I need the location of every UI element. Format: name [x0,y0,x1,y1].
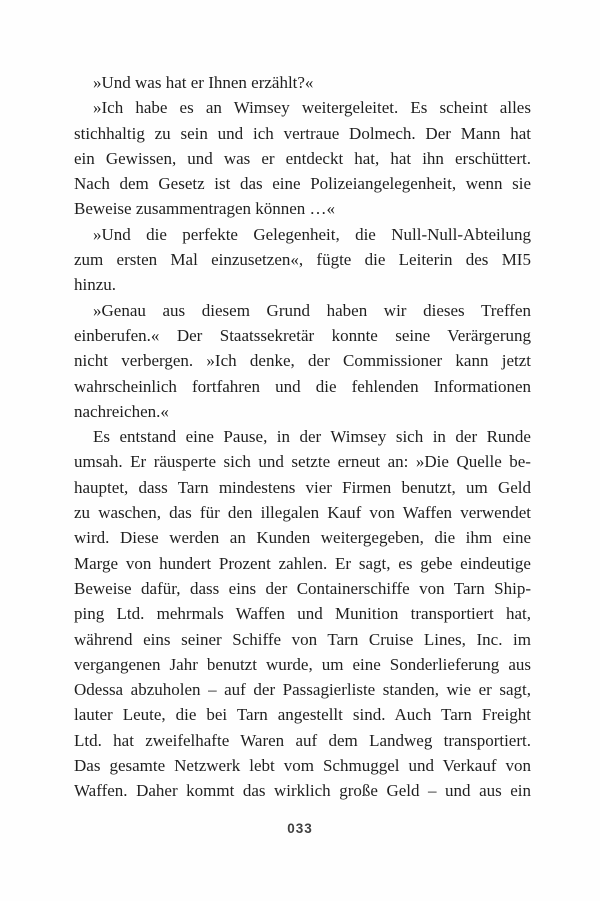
text-line: nicht verbergen. »Ich denke, der Commissioner kann jetzt [74,351,532,371]
text-line: Marge von hundert Prozent zahlen. Er sagt, es gebe eindeutige [74,553,531,573]
text-line: Ltd. hat zweifelhafte Waren auf dem Landweg transportiert. [74,730,531,750]
text-line: wahrscheinlich fortfahren und die fehlenden Informationen [74,376,531,396]
text-line: lauter Leute, die bei Tarn angestellt sind. Auch Tarn Freight [74,705,532,725]
text-line: zum ersten Mal einzusetzen«, fügte die Leiterin des MI5 [74,250,531,270]
paragraph [74,70,531,95]
page-text [74,70,531,804]
paragraph [74,95,531,221]
text-line: Beweise dafür, dass eins der Containerschiffe von Tarn Ship- [74,578,531,598]
text-line: Beweise zusammentragen können …« [74,199,336,219]
paragraph [74,298,531,424]
text-line: einberufen.« Der Staatssekretär konnte seine Verärgerung [74,325,532,345]
text-line: vergangenen Jahr benutzt wurde, um eine Sonderlieferung aus [74,654,531,674]
text-line: »Genau aus diesem Grund haben wir dieses Treffen [93,300,532,320]
text-line: »Ich habe es an Wimsey weitergeleitet. Es scheint alles [93,98,531,118]
text-line: hauptet, dass Tarn mindestens vier Firmen benutzt, um Geld [74,477,532,497]
text-line: hinzu. [74,275,117,295]
text-line: wird. Diese werden an Kunden weitergegeben, die ihm eine [74,528,531,548]
text-line: während eins seiner Schiffe von Tarn Cruise Lines, Inc. im [74,629,531,649]
paragraph [74,424,531,803]
text-line: Nach dem Gesetz ist das eine Polizeiangelegenheit, wenn sie [74,174,532,194]
text-line: umsah. Er räusperte sich und setzte erneut an: »Die Quelle be- [74,452,531,472]
text-line: zu waschen, das für den illegalen Kauf von Waffen verwendet [74,503,531,523]
text-line: »Und die perfekte Gelegenheit, die Null-Null-Abteilung [93,224,531,244]
text-line: Odessa abzuholen – auf der Passagierliste standen, wie er sagt, [74,680,532,700]
text-line: ein Gewissen, und was er entdeckt hat, hat ihn erschüttert. [74,148,531,168]
paragraph [74,222,531,298]
text-line: nachreichen.« [74,401,169,421]
page-number: 033 [287,821,313,836]
text-line: Es entstand eine Pause, in der Wimsey sich in der Runde [93,427,531,447]
text-line: Waffen. Daher kommt das wirklich große Geld – und aus ein [74,781,532,801]
text-line: stichhaltig zu sein und ich vertraue Dolmech. Der Mann hat [74,123,531,143]
text-line: ping Ltd. mehrmals Waffen und Munition transportiert hat, [74,604,532,624]
text-line: »Und was hat er Ihnen erzählt?« [93,73,314,92]
text-line: Das gesamte Netzwerk lebt vom Schmuggel und Verkauf von [74,756,531,776]
